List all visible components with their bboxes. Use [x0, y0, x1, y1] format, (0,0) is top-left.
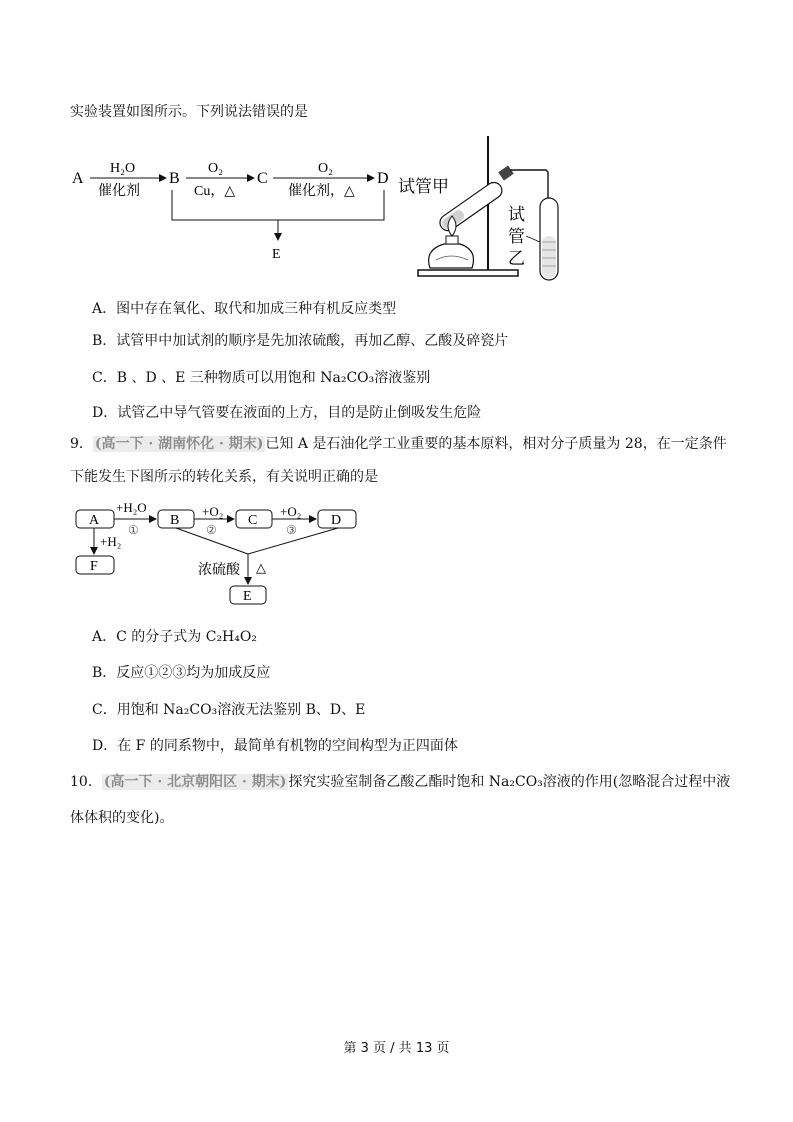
- q8-option-c-formula: Na₂CO₃: [320, 370, 375, 386]
- q9-ab-bottom: ①: [128, 523, 139, 537]
- q9-cd-bottom: ③: [286, 523, 297, 537]
- q8-bc-top: O₂: [208, 161, 223, 176]
- q9-node-e: E: [243, 589, 252, 604]
- label-tube-yi-2: 管: [508, 227, 525, 246]
- q8-option-c-pre: C．B 、D 、E 三种物质可以用饱和: [92, 370, 321, 386]
- ester-apparatus-illustration: [396, 132, 576, 284]
- q8-node-e: E: [272, 247, 281, 262]
- q9-option-c-post: 溶液无法鉴别 B、D、E: [217, 702, 366, 718]
- q8-option-b: B．试管甲中加试剂的顺序是先加浓硫酸，再加乙醇、乙酸及碎瓷片: [92, 333, 509, 349]
- q9-node-d: D: [331, 513, 342, 528]
- q9-node-b: B: [170, 513, 180, 528]
- q8-bc-bottom: Cu，△: [194, 184, 236, 199]
- q10-stem-formula: Na₂CO₃: [488, 774, 543, 790]
- q9-cd-top: +O₂: [280, 504, 302, 519]
- q8-node-b: B: [169, 170, 180, 187]
- q9-option-c: [92, 700, 365, 720]
- q8-ab-top: H₂O: [110, 161, 136, 176]
- q9-bc-top: +O₂: [202, 504, 224, 519]
- q9-option-c-formula: Na₂CO₃: [163, 702, 218, 718]
- q9-be-label: 浓硫酸: [198, 563, 240, 578]
- q10-stem-pre: 探究实验室制备乙酸乙酯时饱和: [288, 774, 489, 790]
- q9-be-tri: △: [256, 560, 266, 575]
- q8-node-c: C: [257, 170, 268, 187]
- q10-stem-post: 溶液的作用(忽略混合过程中液: [542, 774, 731, 790]
- q8-option-a: A．图中存在氧化、取代和加成三种有机反应类型: [92, 301, 397, 317]
- label-tube-jia: 试管甲: [398, 177, 449, 196]
- q9-node-f: F: [90, 559, 98, 574]
- label-tube-yi-1: 试: [508, 205, 525, 224]
- q9-option-a: [92, 627, 257, 647]
- q9-number: 9．: [70, 436, 93, 452]
- q9-option-d: D．在 F 的同系物中，最简单有机物的空间构型为正四面体: [92, 738, 458, 754]
- label-tube-yi-3: 乙: [508, 249, 525, 268]
- q9-bc-bottom: ②: [206, 523, 217, 537]
- q8-reaction-diagram: [66, 150, 396, 265]
- intro-text: 实验装置如图所示。下列说法错误的是: [70, 104, 308, 120]
- q10-stem-line2: 体体积的变化)。: [70, 810, 174, 826]
- q9-conversion-diagram: [72, 496, 372, 611]
- q8-ab-bottom: 催化剂: [98, 184, 140, 199]
- q9-option-c-pre: C．用饱和: [92, 702, 164, 718]
- q9-stem-text1: 已知 A 是石油化学工业重要的基本原料，相对分子质量为 28，在一定条件: [265, 436, 727, 452]
- q8-cd-top: O₂: [318, 161, 333, 176]
- q8-cd-bottom: 催化剂，△: [288, 184, 355, 199]
- q9-source-tag: (高一下 · 湖南怀化 · 期末): [94, 436, 264, 452]
- q9-ab-top: +H₂O: [116, 500, 147, 515]
- q9-option-b: B．反应①②③均为加成反应: [92, 665, 271, 681]
- q9-node-c: C: [248, 513, 258, 528]
- page-footer: 第 3 页 / 共 13 页: [343, 1041, 450, 1056]
- q9-stem-line1: [70, 434, 727, 454]
- q10-source-tag: (高一下 · 北京朝阳区 · 期末): [103, 774, 287, 790]
- q9-option-a-pre: A．C 的分子式为: [92, 629, 206, 645]
- q10-number: 10．: [70, 774, 102, 790]
- q9-option-a-formula: C₂H₄O₂: [205, 629, 257, 645]
- q9-node-a: A: [89, 513, 100, 528]
- q8-option-c: [92, 368, 430, 388]
- q8-option-d: D．试管乙中导气管要在液面的上方，目的是防止倒吸发生危险: [92, 405, 482, 421]
- q8-node-d: D: [377, 170, 389, 187]
- q9-af-label: +H₂: [100, 534, 122, 549]
- q8-option-c-post: 溶液鉴别: [374, 370, 431, 386]
- q8-node-a: A: [72, 170, 84, 187]
- q9-stem-line2: 下能发生下图所示的转化关系，有关说明正确的是: [70, 469, 378, 485]
- q10-stem-line1: [70, 772, 730, 792]
